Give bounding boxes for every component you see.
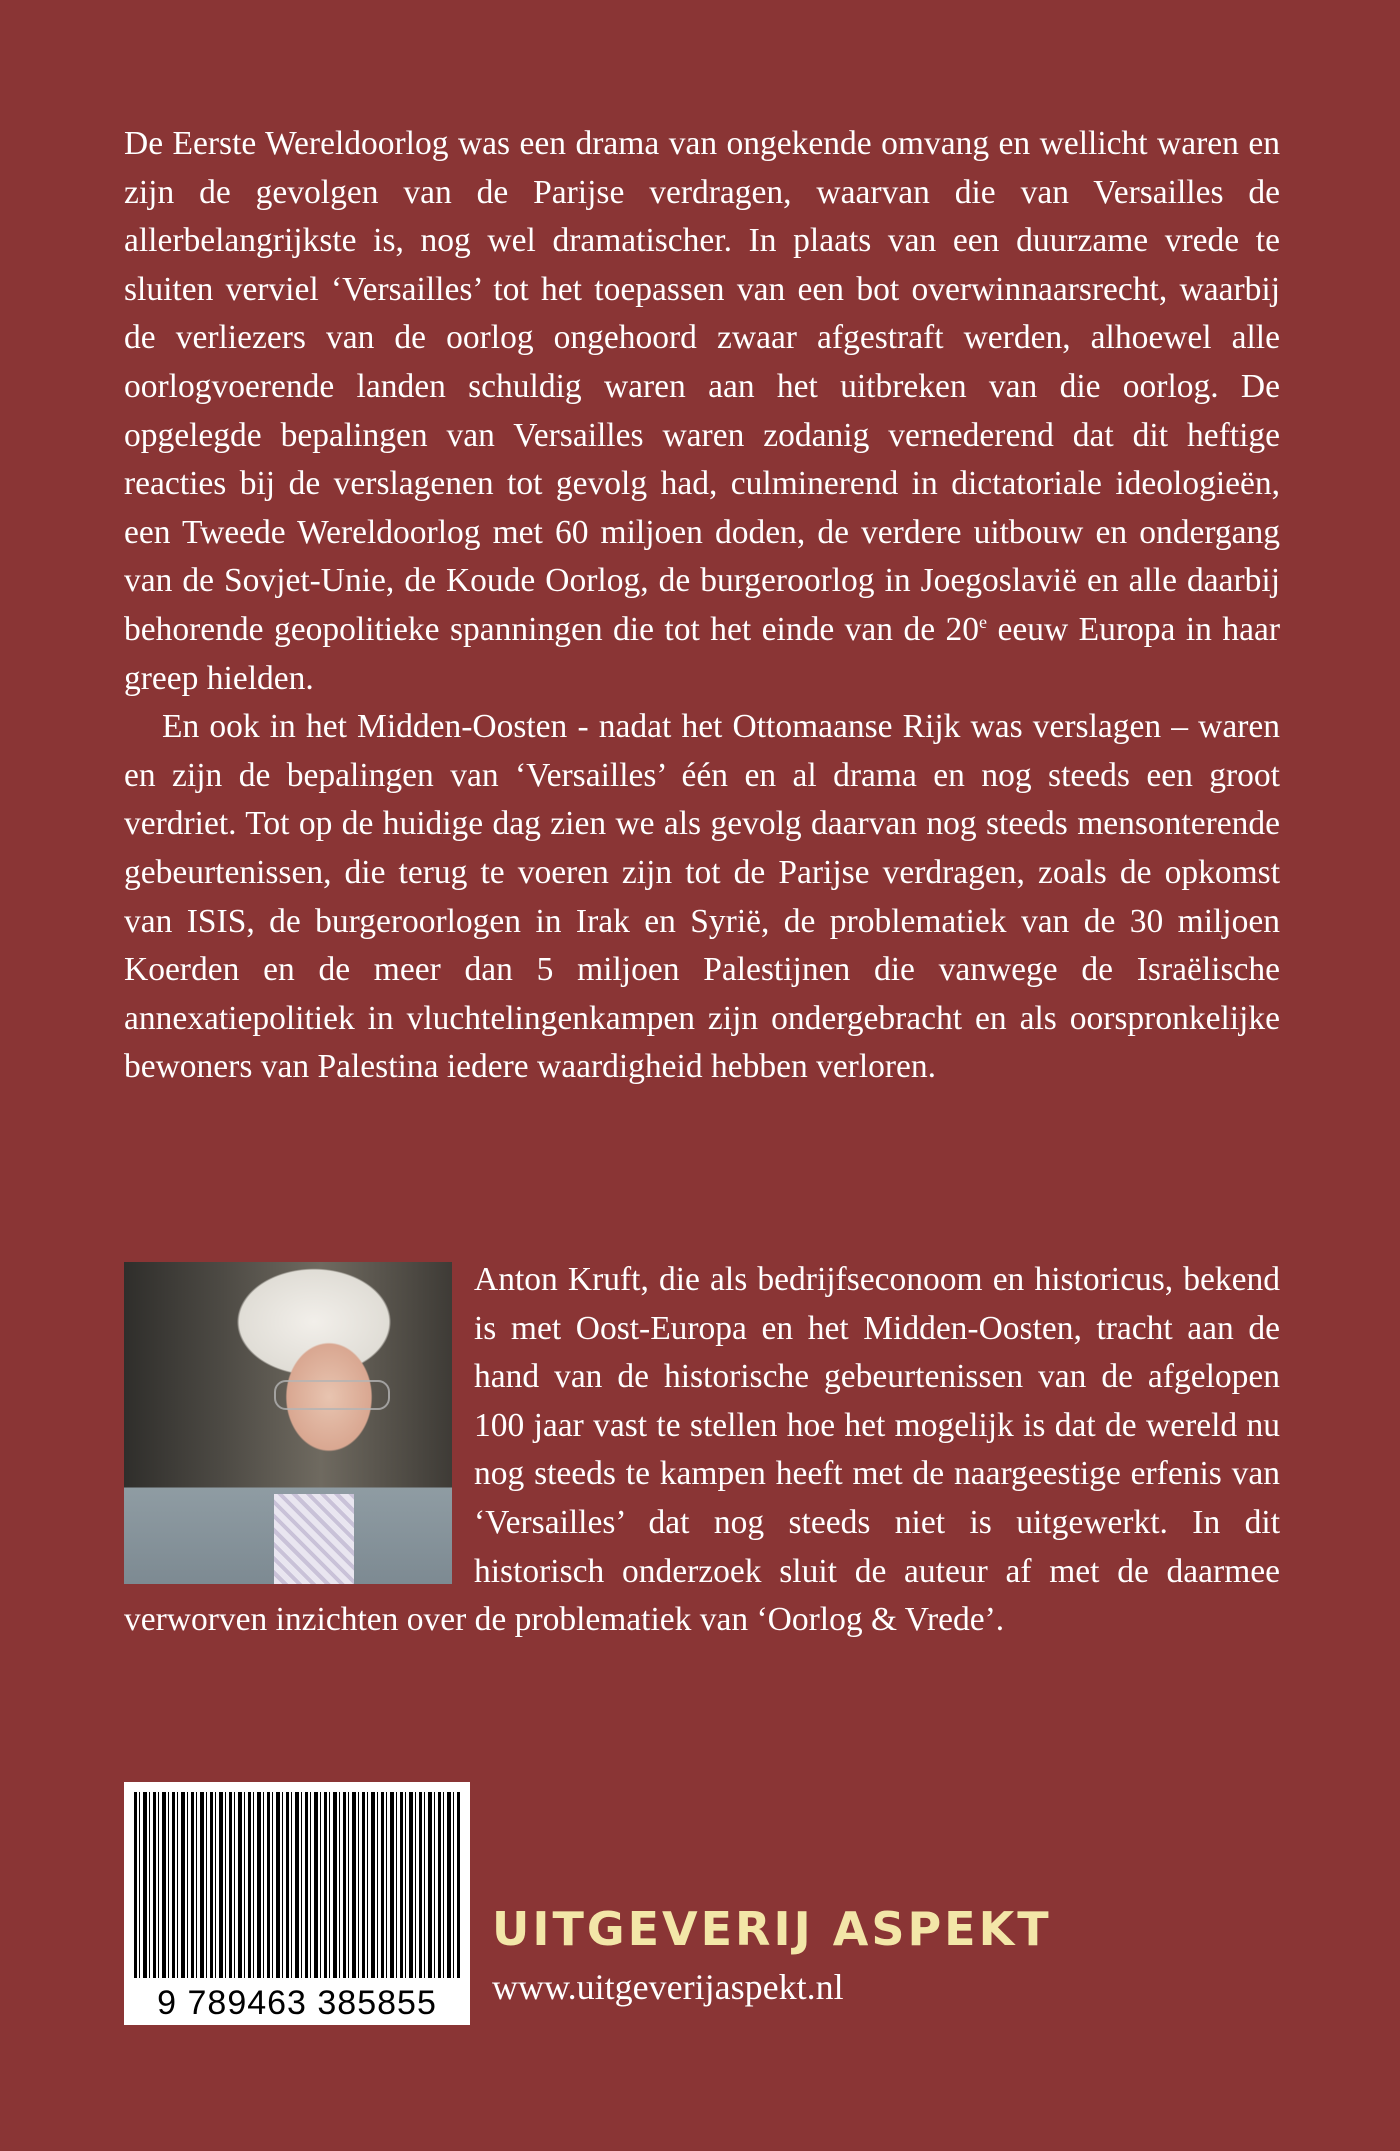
blurb (124, 120, 1280, 1092)
author-photo-glasses (274, 1380, 390, 1410)
author-section (124, 1256, 1280, 1645)
author-photo (124, 1262, 452, 1584)
blurb-paragraph-1-end: eeuw Europa in haar greep hielden. (124, 610, 1280, 697)
superscript-e: e (979, 611, 988, 632)
author-photo-shirt (274, 1494, 354, 1584)
author-bio: Anton Kruft, die als bedrijfseconoom en historicus, bekend is met Oost-Europa en het Midden-Oosten, tracht aan de hand van de historische gebeurtenissen van de afgelopen 100 jaar vast te stellen hoe het mogelijk is dat de wereld nu nog steeds te kampen heeft met de naargeestige erfenis van ‘Versailles’ dat nog steeds niet is uitgewerkt. In dit historisch onderzoek sluit de auteur af met de daarmee verworven inzichten over de problematiek van ‘Oorlog & Vrede’. (124, 1261, 1280, 1639)
isbn-barcode (124, 1782, 470, 2025)
isbn-number: 9 789463 385855 (157, 1984, 437, 2022)
blurb-paragraph-1 (124, 120, 1280, 703)
publisher-website[interactable]: www.uitgeverijaspekt.nl (492, 1967, 844, 2007)
blurb-paragraph-1-text: De Eerste Wereldoorlog was een drama van ongekende omvang en wellicht waren en zijn de gevolgen van de Parijse verdragen, waarvan die van Versailles de allerbelangrijkste is, nog wel dramatischer. In plaats van een duurzame vrede te sluiten verviel ‘Versailles’ tot het toepassen van een bot overwinnaarsrecht, waarbij de verliezers van de oorlog ongehoord zwaar afgestraft werden, alhoewel alle oorlogvoerende landen schuldig waren aan het uitbreken van die oorlog. De opgelegde bepalingen van Versailles waren zodanig vernederend dat dit heftige reacties bij de verslagenen tot gevolg had, culminerend in dictatoriale ideologieën, een Tweede Wereldoorlog met 60 miljoen doden, de verdere uitbouw en ondergang van de Sovjet-Unie, de Koude Oorlog, de burgeroorlog in Joegoslavië en alle daarbij behorende geopolitieke spanningen die tot het einde van de 20 (124, 125, 1280, 648)
publisher-name: UITGEVERIJ ASPEKT (492, 1902, 1052, 1956)
blurb-paragraph-2: En ook in het Midden-Oosten - nadat het Ottomaanse Rijk was verslagen – waren en zijn de bepalingen van ‘Versailles’ één en al drama en nog steeds een groot verdriet. Tot op de huidige dag zien we als gevolg daarvan nog steeds mensonterende gebeurtenissen, die terug te voeren zijn tot de Parijse verdragen, zoals de opkomst van ISIS, de burgeroorlogen in Irak en Syrië, de problematiek van de 30 miljoen Koerden en de meer dan 5 miljoen Palestijnen die vanwege de Israëlische annexatiepolitiek in vluchtelingenkampen zijn ondergebracht en als oorspronkelijke bewoners van Palestina iedere waardigheid hebben verloren. (124, 708, 1280, 1086)
barcode-bars (134, 1792, 460, 1978)
